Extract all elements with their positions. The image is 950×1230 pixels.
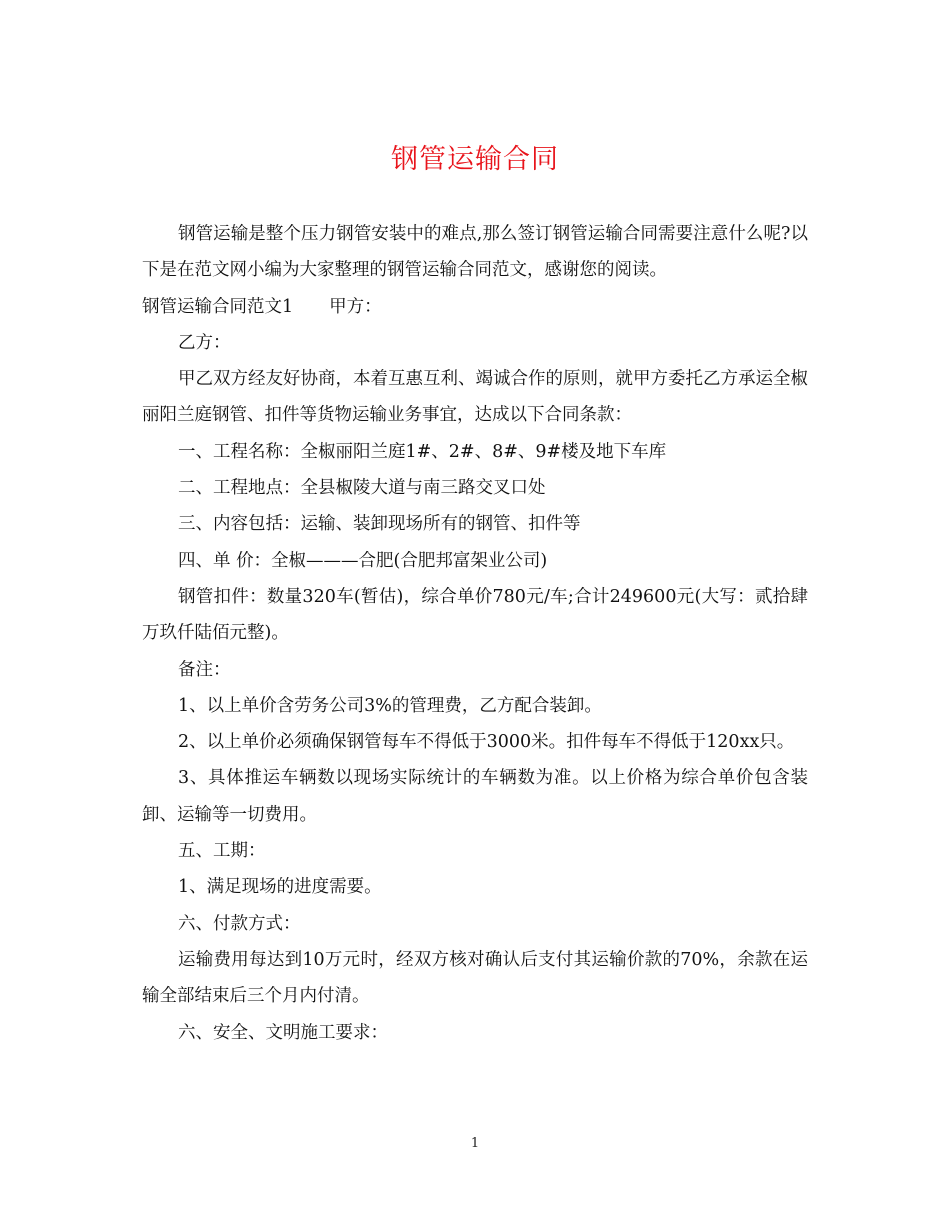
paragraph-remark-3: 3、具体推运车辆数以现场实际统计的车辆数为准。以上价格为综合单价包含装卸、运输等一切费用。 <box>142 768 808 825</box>
paragraph-payment-terms: 运输费用每达到10万元时，经双方核对确认后支付其运输价款的70%，余款在运输全部结束后三个月内付清。 <box>142 949 808 1007</box>
paragraph-agreement: 甲乙双方经友好协商，本着互惠互利、竭诚合作的原则，就甲方委托乙方承运全椒丽阳兰庭钢管、扣件等货物运输业务事宜，达成以下合同条款： <box>142 369 808 426</box>
sample-heading: 钢管运输合同范文1 <box>142 296 294 317</box>
paragraph-payment-heading: 六、付款方式： <box>178 913 301 934</box>
paragraph-safety-heading: 六、安全、文明施工要求： <box>178 1022 388 1043</box>
paragraph-schedule-item: 1、满足现场的进度需要。 <box>178 877 382 898</box>
paragraph-content: 三、内容包括：运输、装卸现场所有的钢管、扣件等 <box>178 514 581 535</box>
paragraph-fastener-cost: 钢管扣件：数量320车(暂估)，综合单价780元/车;合计249600元(大写：贰拾肆万玖仟陆佰元整)。 <box>142 586 808 644</box>
paragraph-remark-1: 1、以上单价含劳务公司3%的管理费，乙方配合装卸。 <box>178 695 602 716</box>
paragraph-party-b: 乙方： <box>178 332 231 353</box>
page-number: 1 <box>470 1136 480 1151</box>
document-title: 钢管运输合同 <box>391 144 559 175</box>
paragraph-project-name: 一、工程名称：全椒丽阳兰庭1#、2#、8#、9#楼及地下车库 <box>178 441 667 462</box>
paragraph-unit-price: 四、单 价：全椒———合肥(合肥邦富架业公司) <box>178 550 548 571</box>
paragraph-remark-2: 2、以上单价必须确保钢管每车不得低于3000米。扣件每车不得低于120xx只。 <box>178 732 795 753</box>
paragraph-remarks-heading: 备注： <box>178 659 231 680</box>
paragraph-project-location: 二、工程地点：全县椒陵大道与南三路交叉口处 <box>178 478 546 499</box>
paragraph-sample-heading <box>142 289 808 325</box>
party-a-label: 甲方： <box>329 296 382 317</box>
paragraph-intro: 钢管运输是整个压力钢管安装中的难点,那么签订钢管运输合同需要注意什么呢?以下是在范文网小编为大家整理的钢管运输合同范文，感谢您的阅读。 <box>142 224 808 281</box>
document-body <box>142 216 808 1051</box>
paragraph-schedule-heading: 五、工期： <box>178 841 266 862</box>
